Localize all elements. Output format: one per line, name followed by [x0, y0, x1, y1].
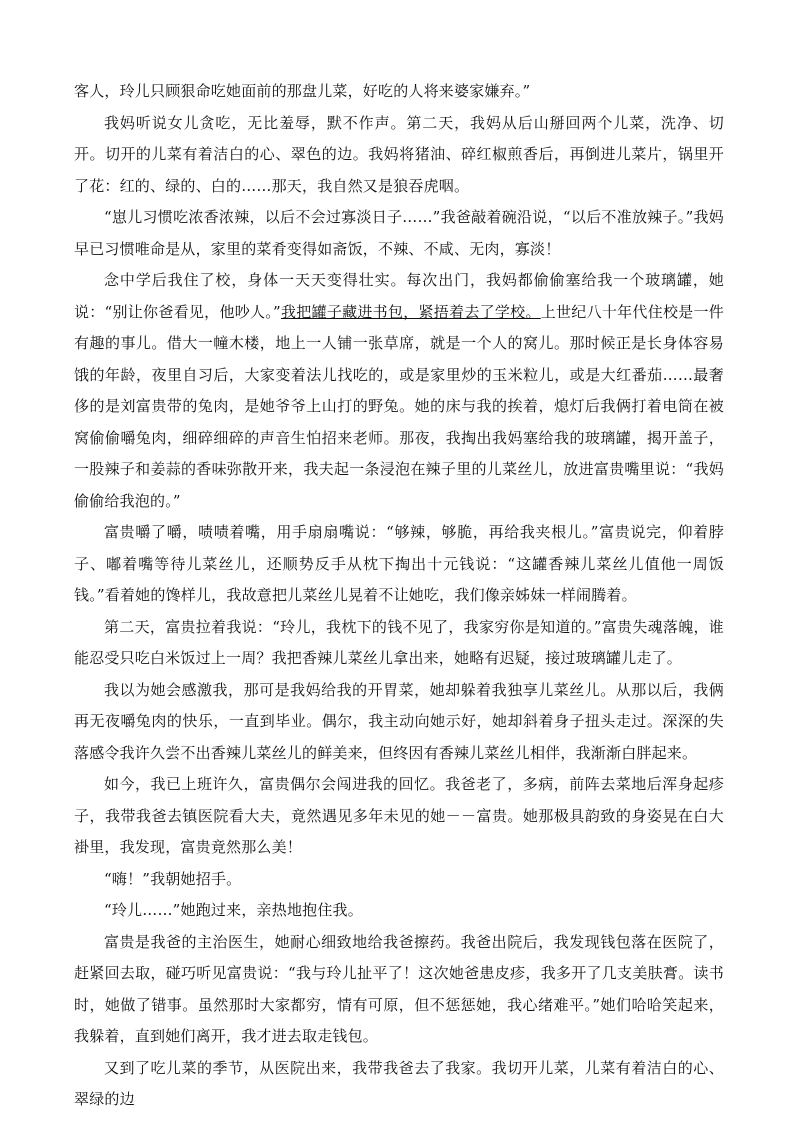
paragraph-12: 又到了吃儿菜的季节，从医院出来，我带我爸去了我家。我切开儿菜，儿菜有着洁白的心、翠绿的边 — [74, 1058, 724, 1108]
paragraph-4 — [74, 265, 724, 517]
paragraph-4-after: 上世纪八十年代住校是一件有趣的事儿。借大一幢木楼，地上一人铺一张草席，就是一个人的窝儿。那时候正是长身体容易饿的年龄，夜里自习后，大家变着法儿找吃的，或是家里炒的玉米粒儿，或是大红番茄……最奢侈的是刘富贵带的兔肉，是她爷爷上山打的野兔。她的床与我的挨着，熄灯后我俩打着电筒在被窝偷偷嚼兔肉，细碎细碎的声音生怕招来老师。那夜，我掏出我妈塞给我的玻璃罐，揭开盖子，一股辣子和姜蒜的香味弥散开来，我夫起一条浸泡在辣子里的儿菜丝儿，放进富贵嘴里说：“我妈偷偷给我泡的。” — [74, 302, 725, 510]
underlined-sentence: 我把罐子藏进书包，紧捂着去了学校。 — [280, 302, 541, 321]
paragraph-2: 我妈听说女儿贪吃，无比羞辱，默不作声。第二天，我妈从后山掰回两个儿菜，洗净、切开。切开的儿菜有着洁白的心、翠色的边。我妈将猪油、碎红椒煎香后，再倒进儿菜片，锅里开了花：红的、绿的、白的……那天，我自然又是狼吞虎咽。 — [74, 113, 724, 195]
paragraph-1: 客人，玲儿只顾狠命吃她面前的那盘儿菜，好吃的人将来婆家嫌弃。” — [74, 82, 531, 100]
paragraph-11: 富贵是我爸的主治医生，她耐心细致地给我爸擦药。我爸出院后，我发现钱包落在医院了，赶紧回去取，碰巧听见富贵说：“我与玲儿扯平了！这次她爸患皮疹，我多开了几支美肤膏。读书时，她做了错事。虽然那时大家都穷，情有可原，但不惩惩她，我心绪难平。”她们哈哈笑起来，我躲着，直到她们离开，我才进去取走钱包。 — [74, 932, 724, 1045]
paragraph-8: 如今，我已上班许久，富贵偶尔会闯进我的回忆。我爸老了，多病，前阵去菜地后浑身起疹子，我带我爸去镇医院看大夫，竟然遇见多年未见的她－－富贵。她那极具韵致的身姿晃在白大褂里，我发现，富贵竟然那么美！ — [74, 775, 724, 856]
paragraph-9: “嗨！”我朝她招手。 — [104, 869, 242, 888]
paragraph-5: 富贵嚼了嚼，啧啧着嘴，用手扇扇嘴说：“够辣，够脆，再给我夹根儿。”富贵说完，仰着脖子、嘟着嘴等待儿菜丝儿，还顺势反手从枕下掏出十元钱说：“这罐香辣儿菜丝儿值他一周饭钱。”看着她的馋样儿，我故意把儿菜丝儿晃着不让她吃，我们像亲姊妹一样闹腾着。 — [74, 523, 724, 604]
paragraph-4-before: 念中学后我住了校，身体一天天变得壮实。每次出门，我妈都偷偷塞给我一个玻璃罐，她说：“别让你爸看见，他吵人。” — [74, 271, 724, 321]
paragraph-10: “玲儿……”她跑过来，亲热地抱住我。 — [104, 901, 363, 919]
paragraph-6: 第二天，富贵拉着我说：“玲儿，我枕下的钱不见了，我家穷你是知道的。”富贵失魂落魄，谁能忍受只吃白米饭过上一周？我把香辣儿菜丝儿拿出来，她略有迟疑，接过玻璃罐儿走了。 — [74, 617, 724, 667]
document-page — [74, 76, 724, 1116]
paragraph-7: 我以为她会感激我，那可是我妈给我的开胃菜，她却躲着我独享儿菜丝儿。从那以后，我俩再无夜嚼兔肉的快乐，一直到毕业。偶尔，我主动向她示好，她却斜着身子扭头走过。深深的失落感令我许久尝不出香辣儿菜丝儿的鲜美来，但终因有香辣儿菜丝儿相伴，我渐渐白胖起来。 — [74, 680, 724, 762]
paragraph-3: “崽儿习惯吃浓香浓辣，以后不会过寡淡日子……”我爸敲着碗沿说，“以后不准放辣子。”我妈早已习惯唯命是从，家里的菜肴变得如斋饭，不辣、不咸、无肉，寡淡！ — [74, 208, 724, 258]
